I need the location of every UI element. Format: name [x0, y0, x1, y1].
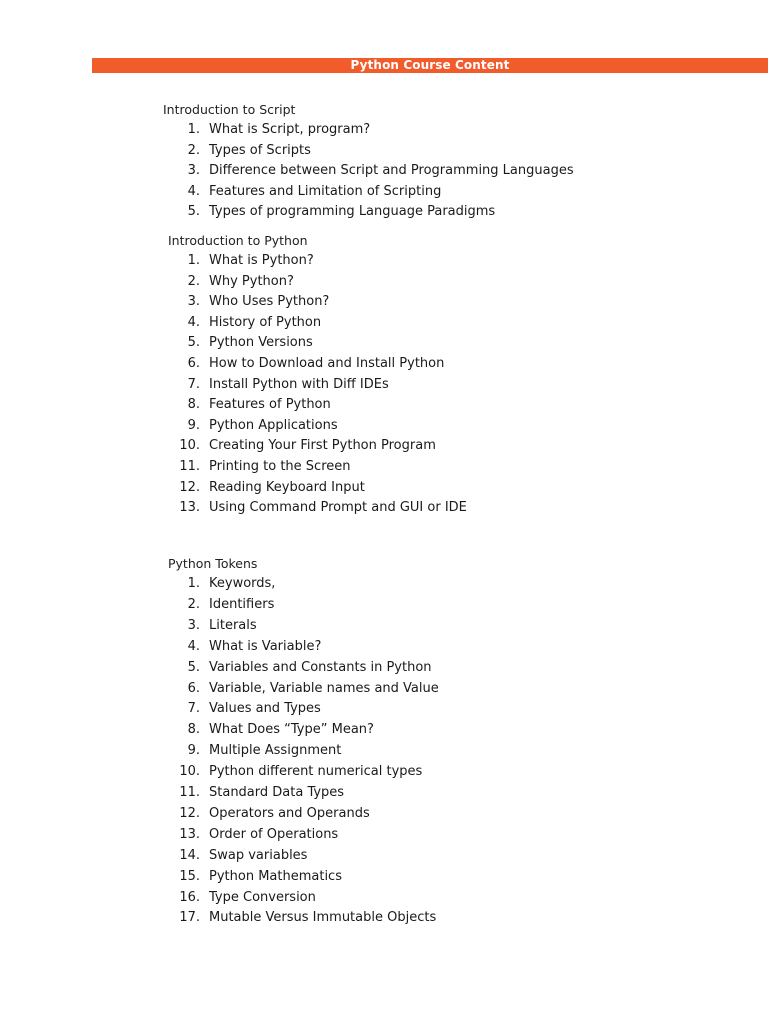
list-item-number: 4.	[187, 183, 200, 199]
list-item-text: What is Variable?	[209, 638, 322, 654]
list-item	[176, 292, 768, 312]
list-item-number: 5.	[187, 659, 200, 675]
list-item	[176, 679, 768, 699]
list-item-text: Operators and Operands	[209, 805, 370, 821]
list-item-text: Printing to the Screen	[209, 459, 351, 474]
list-item	[176, 658, 768, 678]
list-item	[176, 182, 768, 202]
list-item	[176, 416, 768, 436]
list-item	[176, 783, 768, 803]
list-item	[176, 888, 768, 908]
list-item-text: Type Conversion	[209, 889, 316, 905]
list-item-number: 10.	[179, 764, 200, 780]
list-item-number: 3.	[187, 163, 200, 178]
list-item-text: Creating Your First Python Program	[209, 438, 436, 454]
list-item-text: Multiple Assignment	[209, 743, 342, 759]
list-item	[176, 436, 768, 456]
list-item-number: 9.	[187, 743, 200, 759]
list-item-number: 1.	[187, 576, 200, 591]
list-item-text: Literals	[209, 617, 257, 633]
list-item	[176, 141, 768, 161]
list-item-text: Difference between Script and Programming Languages	[209, 163, 574, 178]
list-item-text: Python Versions	[209, 335, 313, 351]
list-item-number: 3.	[187, 617, 200, 633]
list-item	[176, 595, 768, 615]
list-item-text: Install Python with Diff IDEs	[209, 376, 389, 392]
list-item-text: Reading Keyboard Input	[209, 479, 365, 495]
section-heading-introduction-to-python: Introduction to Python	[168, 233, 308, 248]
list-item-text: Python Applications	[209, 417, 338, 433]
list-item-number: 3.	[187, 294, 200, 310]
document-title: Python Course Content	[350, 58, 510, 72]
list-item-text: Variables and Constants in Python	[209, 659, 432, 675]
list-item	[176, 574, 768, 594]
list-item-number: 5.	[187, 335, 200, 351]
list-item	[176, 272, 768, 292]
list-item-number: 5.	[187, 204, 200, 219]
list-item-number: 12.	[179, 479, 200, 495]
list-item-text: Using Command Prompt and GUI or IDE	[209, 500, 467, 516]
list-item-number: 9.	[187, 417, 200, 433]
list-item	[176, 699, 768, 719]
list-item-text: Python different numerical types	[209, 764, 423, 780]
list-item-number: 8.	[187, 397, 200, 413]
list-item-number: 11.	[179, 785, 200, 800]
list-item	[176, 720, 768, 740]
list-item-text: How to Download and Install Python	[209, 356, 445, 371]
list-item	[176, 804, 768, 824]
list-item-number: 11.	[179, 459, 200, 474]
list-item-text: What is Python?	[209, 253, 314, 268]
list-item-number: 12.	[179, 805, 200, 821]
list-item-text: Mutable Versus Immutable Objects	[209, 910, 437, 926]
list-item-text: Features and Limitation of Scripting	[209, 183, 442, 199]
list-item-number: 17.	[179, 910, 200, 926]
list-item-number: 14.	[179, 847, 200, 863]
list-item-number: 6.	[187, 680, 200, 696]
list-item-number: 4.	[187, 314, 200, 330]
list-item-text: Swap variables	[209, 847, 308, 863]
list-item-text: Keywords,	[209, 576, 276, 591]
list-item-number: 2.	[187, 273, 200, 289]
list-item	[176, 313, 768, 333]
list-item-number: 10.	[179, 438, 200, 454]
list-item-text: Values and Types	[209, 701, 321, 717]
list-item	[176, 908, 768, 928]
list-item-text: Identifiers	[209, 596, 275, 612]
list-item	[176, 741, 768, 761]
list-item	[176, 457, 768, 477]
list-item-number: 1.	[187, 253, 200, 268]
list-item-number: 2.	[187, 142, 200, 158]
list-item-text: What is Script, program?	[209, 122, 371, 137]
list-item	[176, 498, 768, 518]
list-item	[176, 354, 768, 374]
list-item	[176, 846, 768, 866]
list-item-number: 13.	[179, 826, 200, 842]
list-item-number: 7.	[187, 701, 200, 717]
list-item	[176, 395, 768, 415]
list-item	[176, 161, 768, 181]
list-item-text: Features of Python	[209, 397, 331, 413]
list-item	[176, 202, 768, 222]
list-item-number: 4.	[187, 638, 200, 654]
list-item	[176, 375, 768, 395]
list-item	[176, 762, 768, 782]
list-item-text: Python Mathematics	[209, 868, 342, 884]
list-item-text: Order of Operations	[209, 826, 339, 842]
list-item	[176, 478, 768, 498]
list-item-number: 1.	[187, 122, 200, 137]
list-item-number: 2.	[187, 596, 200, 612]
list-item	[176, 616, 768, 636]
list-item	[176, 867, 768, 887]
list-item-text: Who Uses Python?	[209, 294, 330, 310]
list-item-number: 15.	[179, 868, 200, 884]
list-item-text: What Does “Type” Mean?	[209, 722, 374, 738]
list-item	[176, 333, 768, 353]
list-item-text: Types of programming Language Paradigms	[209, 204, 496, 219]
section-heading-introduction-to-script: Introduction to Script	[163, 102, 296, 117]
list-item-number: 8.	[187, 722, 200, 738]
list-item-number: 6.	[187, 356, 200, 371]
list-item	[176, 251, 768, 271]
list-item-number: 7.	[187, 376, 200, 392]
title-bar	[92, 58, 768, 73]
list-item-text: Variable, Variable names and Value	[209, 680, 439, 696]
section-heading-python-tokens: Python Tokens	[168, 556, 258, 571]
list-item-text: History of Python	[209, 314, 322, 330]
list-item-text: Why Python?	[209, 273, 294, 289]
list-item-text: Standard Data Types	[209, 785, 345, 800]
list-item	[176, 825, 768, 845]
list-item	[176, 637, 768, 657]
list-item-text: Types of Scripts	[209, 142, 311, 158]
list-item-number: 16.	[179, 889, 200, 905]
list-item	[176, 120, 768, 140]
list-item-number: 13.	[179, 500, 200, 516]
